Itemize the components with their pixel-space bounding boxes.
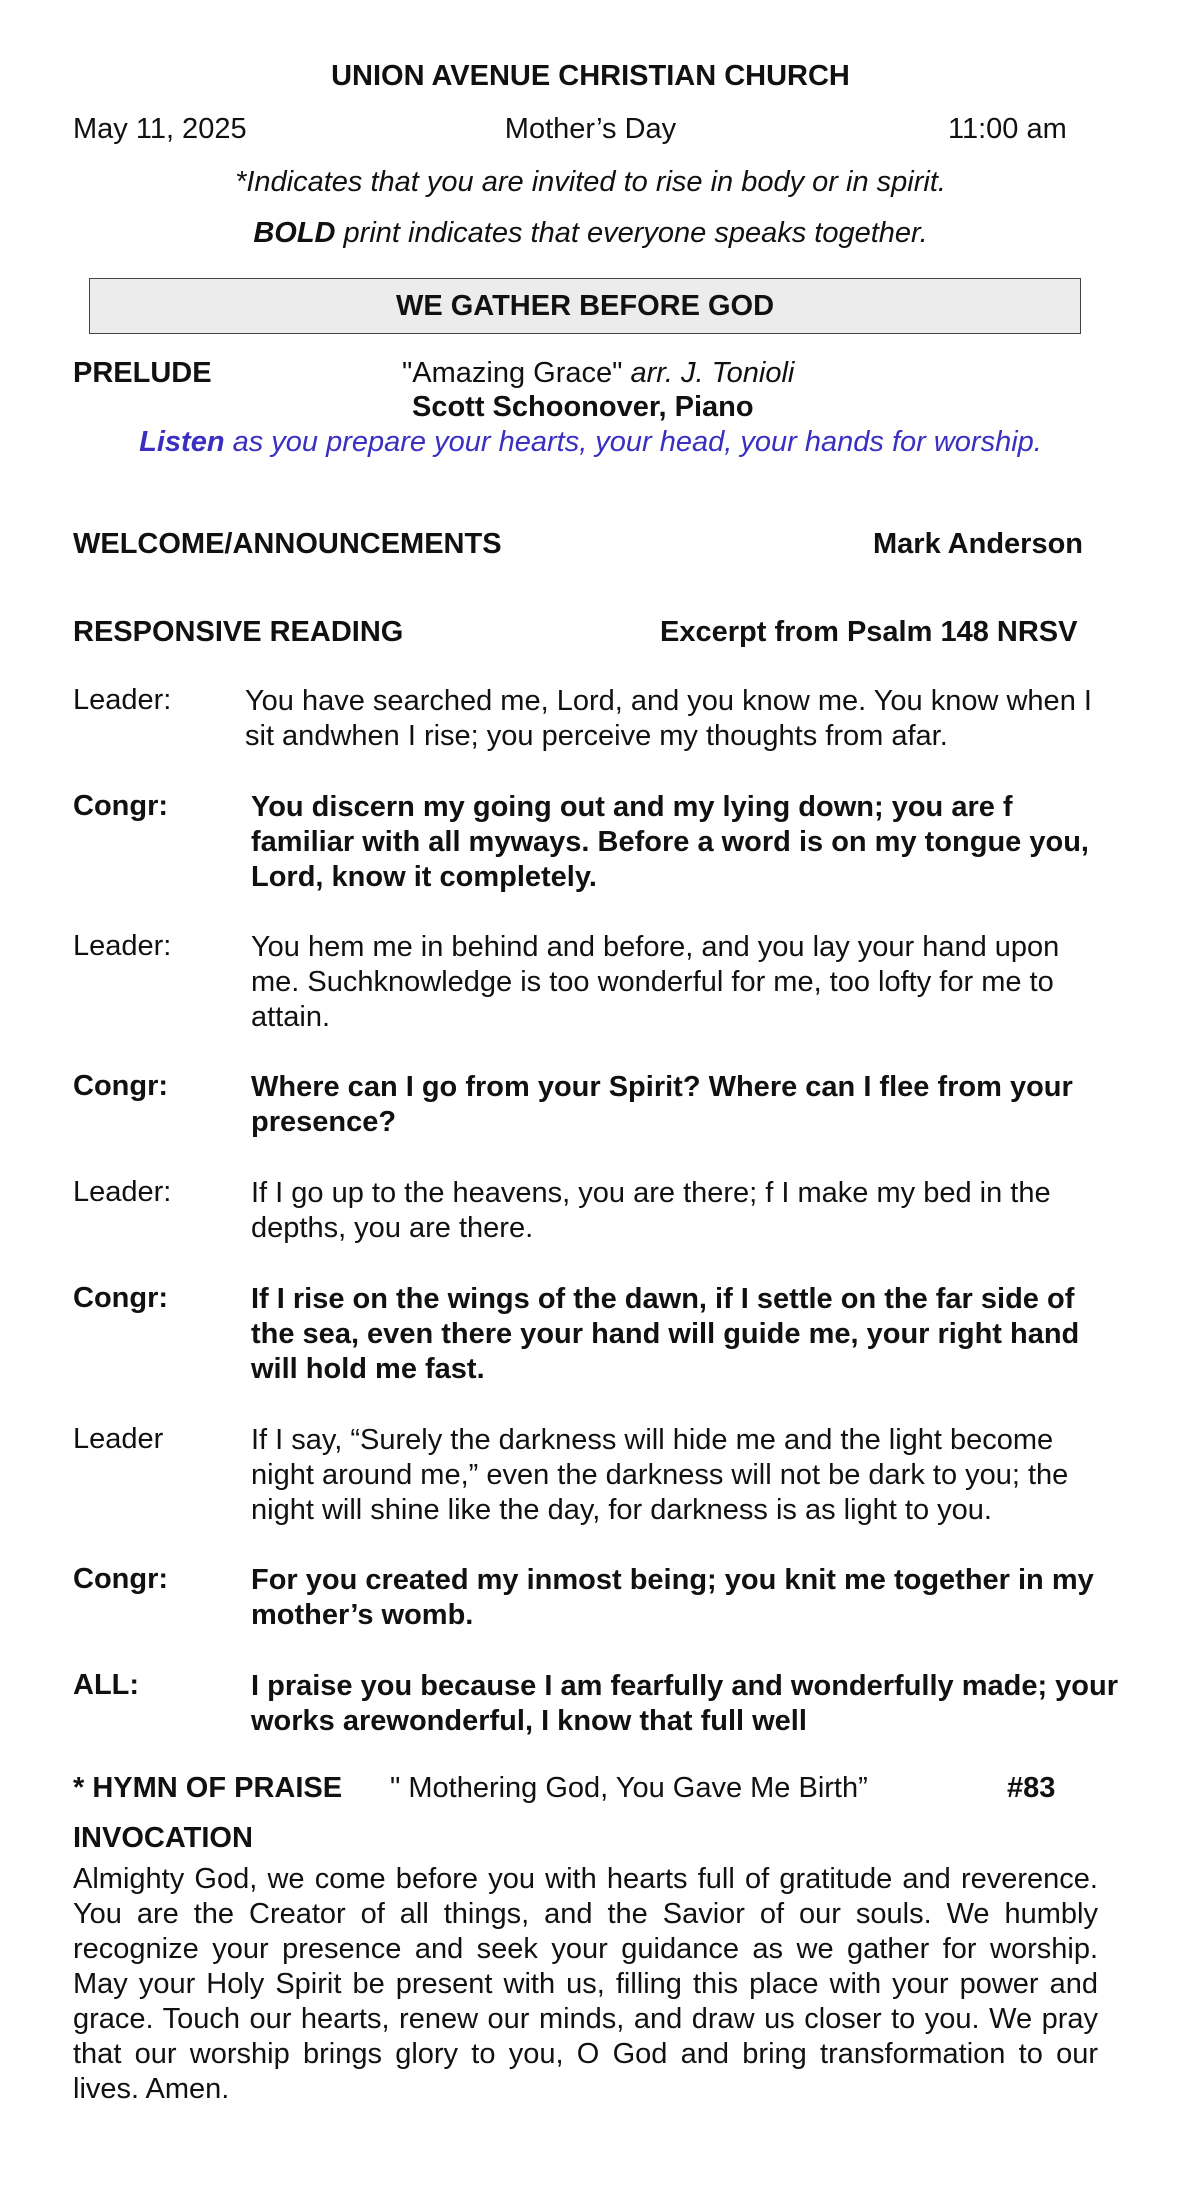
bold-note-keyword: BOLD <box>253 217 336 249</box>
row-role: Congr: <box>73 790 169 822</box>
prelude-label: PRELUDE <box>73 357 212 389</box>
hymn-title: " Mothering God, You Gave Me Birth” <box>390 1772 868 1804</box>
prelude-piece <box>402 357 794 390</box>
invocation-text: Almighty God, we come before you with hearts full of gratitude and reverence. You are the Creator of all things, and the Savior of our souls. We humbly recognize your presence and seek your guidance as we gather for worship. May your Holy Spirit be present with us, filling this place with your power and grace. Touch our hearts, renew our minds, and draw us closer to you. We pray that our worship brings glory to you, O God and bring transformation to our lives. Amen. <box>73 1863 1098 2105</box>
row-role: Congr: <box>73 1282 169 1314</box>
row-text: If I go up to the heavens, you are there; f I make my bed in the depths, you are there. <box>251 1177 1051 1244</box>
row-text: You hem me in behind and before, and you lay your hand upon me. Suchknowledge is too wonderful for me, too lofty for me to attain. <box>251 931 1060 1033</box>
row-text: Where can I go from your Spirit? Where can I flee from your presence? <box>251 1071 1073 1138</box>
row-role: Leader: <box>73 684 172 716</box>
listen-rest: as you prepare your hearts, your head, your hands for worship. <box>224 426 1042 458</box>
prelude-arranger: arr. J. Tonioli <box>622 357 795 389</box>
row-text: You discern my going out and my lying down; you are f familiar with all myways. Before a word is on my tongue you, Lord, know it completely. <box>251 791 1089 893</box>
welcome-leader: Mark Anderson <box>873 528 1084 560</box>
row-role: Leader: <box>73 1176 172 1208</box>
row-role: Congr: <box>73 1563 169 1595</box>
prelude-performer: Scott Schoonover, Piano <box>412 391 754 423</box>
row-text: If I say, “Surely the darkness will hide me and the light become night around me,” even the darkness will not be dark to you; the night will shine like the day, for darkness is as light to you. <box>251 1424 1069 1526</box>
row-role: Congr: <box>73 1070 169 1102</box>
row-role: Leader <box>73 1423 164 1455</box>
row-text: You have searched me, Lord, and you know me. You know when I sit andwhen I rise; you perceive my thoughts from afar. <box>245 685 1092 752</box>
hymn-label: * HYMN OF PRAISE <box>73 1772 343 1804</box>
service-occasion: Mother’s Day <box>504 113 677 145</box>
bold-note-rest: print indicates that everyone speaks together. <box>335 217 928 249</box>
row-text: If I rise on the wings of the dawn, if I settle on the far side of the sea, even there your hand will guide me, your right hand will hold me fast. <box>251 1283 1080 1385</box>
hymn-number: #83 <box>1007 1772 1056 1804</box>
prelude-title: "Amazing Grace" <box>402 357 623 389</box>
rise-note: *Indicates that you are invited to rise in body or in spirit. <box>235 166 946 198</box>
row-text: I praise you because I am fearfully and wonderfully made; your works arewonderful, I know that full well <box>251 1670 1119 1737</box>
row-text: For you created my inmost being; you knit me together in my mother’s womb. <box>251 1564 1094 1631</box>
invocation-label: INVOCATION <box>73 1822 253 1854</box>
service-time: 11:00 am <box>948 113 1067 145</box>
church-name: UNION AVENUE CHRISTIAN CHURCH <box>331 60 850 92</box>
row-role: Leader: <box>73 930 172 962</box>
service-date: May 11, 2025 <box>73 113 247 145</box>
listen-keyword: Listen <box>139 426 225 458</box>
row-role: ALL: <box>73 1669 140 1701</box>
responsive-label: RESPONSIVE READING <box>73 616 404 648</box>
responsive-source: Excerpt from Psalm 148 NRSV <box>660 616 1078 648</box>
bold-note <box>0 217 1181 250</box>
welcome-label: WELCOME/ANNOUNCEMENTS <box>73 528 502 560</box>
section-banner: WE GATHER BEFORE GOD <box>89 278 1081 334</box>
listen-instruction <box>0 426 1181 459</box>
